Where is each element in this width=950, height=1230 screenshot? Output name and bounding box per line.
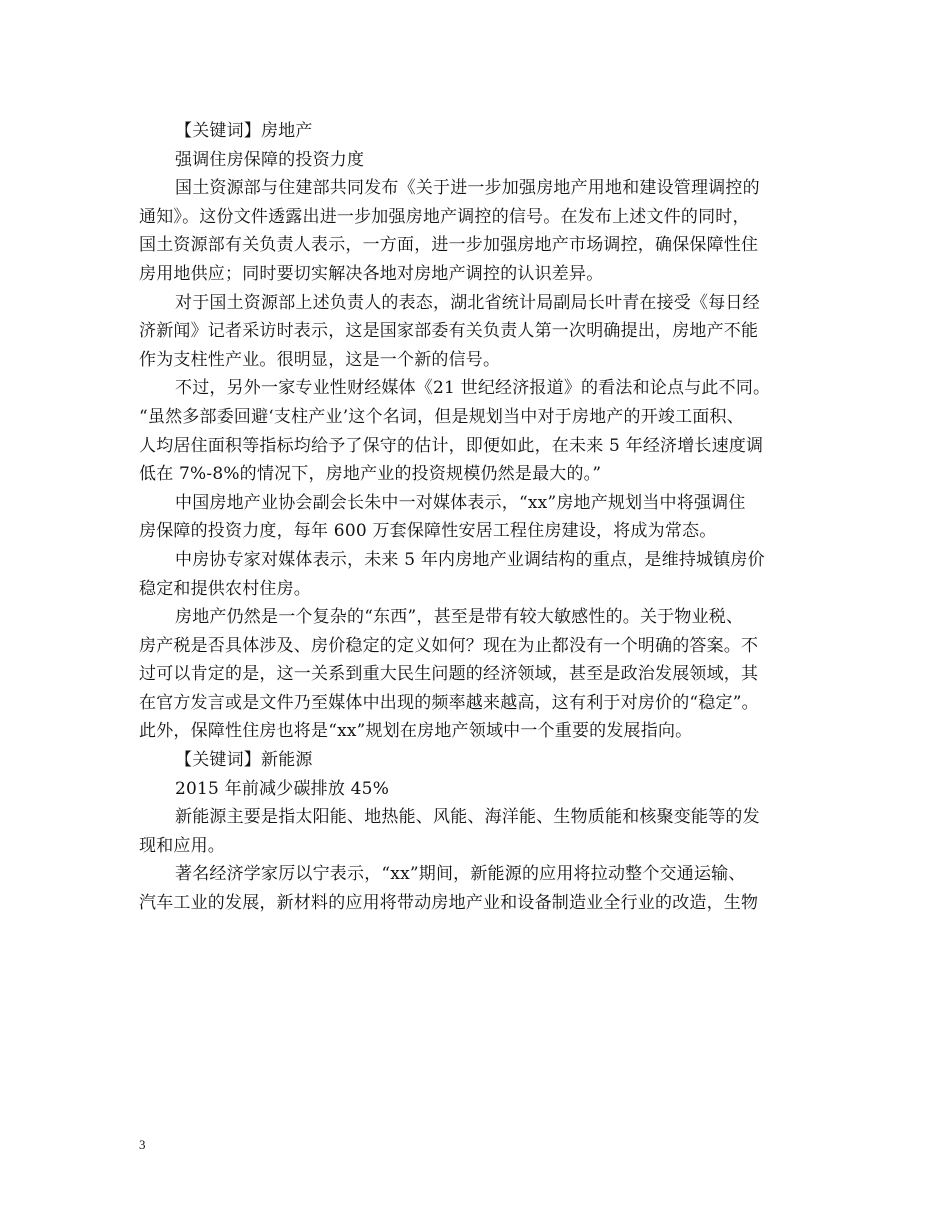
- text-line: 强调住房保障的投资力度: [175, 149, 365, 170]
- text-line: 国土资源部与住建部共同发布《关于进一步加强房地产用地和建设管理调控的: [175, 178, 760, 199]
- text-line: 【关键词】房地产: [175, 121, 313, 141]
- text-line: 新能源主要是指太阳能、地热能、风能、海洋能、生物质能和核聚变能等的发: [175, 807, 760, 828]
- text-line: 此外，保障性住房也将是“xx”规划在房地产领域中一个重要的发展指向。: [139, 721, 693, 742]
- text-line: 低在 7%-8%的情况下，房地产业的投资规模仍然是最大的。”: [139, 464, 602, 485]
- text-line: 人均居住面积等指标均给予了保守的估计，即便如此，在未来 5 年经济增长速度调: [139, 435, 764, 456]
- text-line: 中房协专家对媒体表示，未来 5 年内房地产业调结构的重点，是维持城镇房价: [175, 549, 765, 570]
- document-body: [139, 117, 819, 918]
- text-line: 不过，另外一家专业性财经媒体《21 世纪经济报道》的看法和论点与此不同。: [175, 378, 771, 399]
- text-line: 国土资源部有关负责人表示，一方面，进一步加强房地产市场调控，确保保障性住: [139, 235, 759, 256]
- text-line: 房产税是否具体涉及、房价稳定的定义如何？现在为止都没有一个明确的答案。不: [139, 635, 759, 656]
- text-line: 汽车工业的发展，新材料的应用将带动房地产业和设备制造业全行业的改造，生物: [139, 893, 759, 914]
- text-line: 作为支柱性产业。很明显，这是一个新的信号。: [139, 349, 501, 370]
- text-line: 通知》。这份文件透露出进一步加强房地产调控的信号。在发布上述文件的同时，: [139, 206, 750, 227]
- text-line: 2015 年前减少碳排放 45%: [175, 778, 390, 799]
- text-line: 中国房地产业协会副会长朱中一对媒体表示，“xx”房地产规划当中将强调住: [175, 492, 746, 513]
- text-line: 房保障的投资力度，每年 600 万套保障性安居工程住房建设，将成为常态。: [139, 521, 717, 542]
- text-line: 著名经济学家厉以宁表示，“xx”期间，新能源的应用将拉动整个交通运输、: [175, 864, 746, 885]
- text-line: 房地产仍然是一个复杂的“东西”，甚至是带有较大敏感性的。关于物业税、: [175, 607, 744, 628]
- text-line: 现和应用。: [139, 835, 225, 856]
- text-line: 过可以肯定的是，这一关系到重大民生问题的经济领域，甚至是政治发展领域，其: [139, 664, 759, 685]
- text-line: 稳定和提供农村住房。: [139, 578, 311, 599]
- text-line: 济新闻》记者采访时表示，这是国家部委有关负责人第一次明确提出，房地产不能: [139, 321, 759, 342]
- text-line: “虽然多部委回避‘支柱产业’这个名词，但是规划当中对于房地产的开竣工面积、: [139, 406, 744, 427]
- text-line: 在官方发言或是文件乃至媒体中出现的频率越来越高，这有利于对房价的“稳定”。: [139, 692, 759, 713]
- text-line: 房用地供应；同时要切实解决各地对房地产调控的认识差异。: [139, 263, 604, 284]
- text-line: 【关键词】新能源: [175, 750, 313, 771]
- text-line: 对于国土资源部上述负责人的表态，湖北省统计局副局长叶青在接受《每日经: [175, 292, 760, 313]
- page-number: 3: [139, 1137, 146, 1152]
